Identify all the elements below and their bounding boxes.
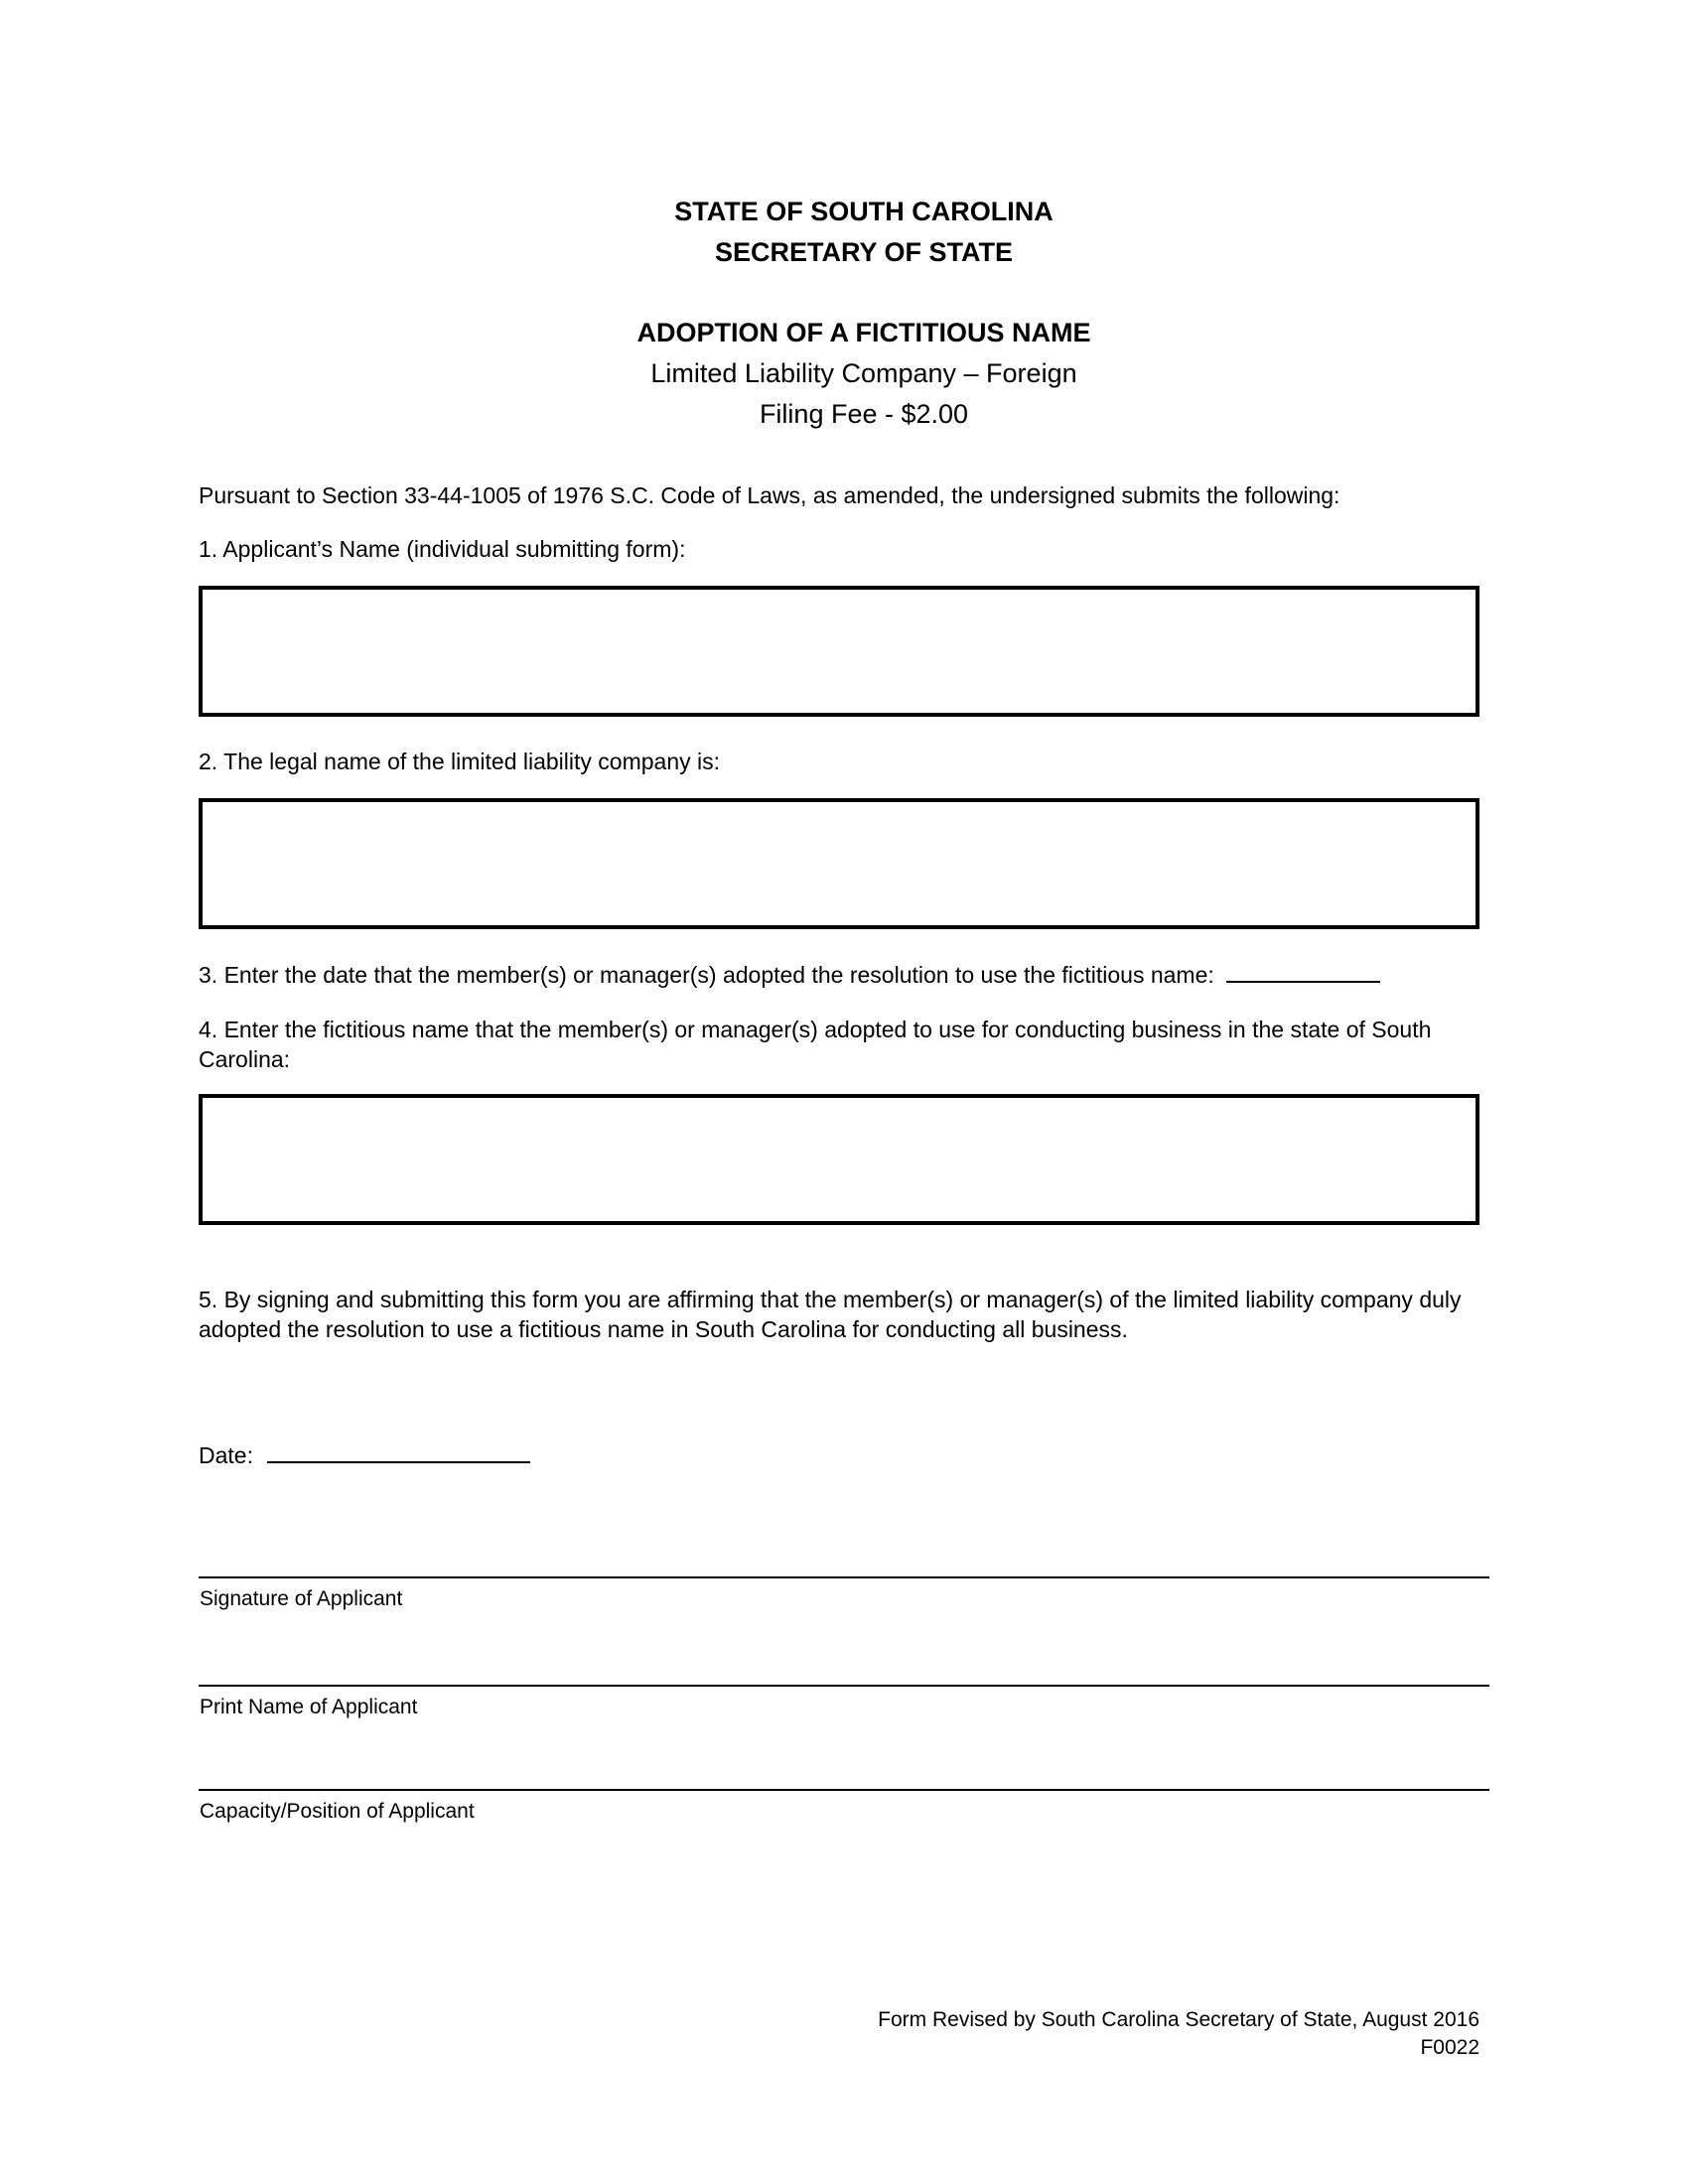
capacity-label: Capacity/Position of Applicant xyxy=(200,1800,475,1823)
form-title: ADOPTION OF A FICTITIOUS NAME xyxy=(636,318,1091,347)
item-2-label: 2. The legal name of the limited liability company is: xyxy=(199,749,721,774)
footer xyxy=(878,2006,1479,2062)
item-4-label: 4. Enter the fictitious name that the member(s) or manager(s) adopted to use for conducting business in the state of South Carolina: xyxy=(199,1017,1432,1072)
llc-legal-name-field[interactable] xyxy=(199,798,1479,929)
fictitious-name-field[interactable] xyxy=(199,1094,1479,1225)
applicant-name-field[interactable] xyxy=(199,586,1479,717)
date-field[interactable] xyxy=(267,1441,530,1463)
signature-label: Signature of Applicant xyxy=(200,1587,403,1610)
resolution-date-field[interactable] xyxy=(1226,961,1380,983)
print-name-line[interactable] xyxy=(199,1685,1489,1687)
footer-revision: Form Revised by South Carolina Secretary of State, August 2016 xyxy=(878,2008,1479,2031)
footer-form-number: F0022 xyxy=(1420,2036,1479,2059)
signature-line[interactable] xyxy=(199,1576,1489,1578)
filing-fee: Filing Fee - $2.00 xyxy=(759,399,969,429)
date-row xyxy=(199,1440,530,1470)
item-5-affirmation: 5. By signing and submitting this form you are affirming that the member(s) or manager(s) of the limited liability company duly adopted the resolution to use a fictitious name in South Carolina for conducting all business. xyxy=(199,1287,1462,1342)
entity-type: Limited Liability Company – Foreign xyxy=(650,358,1077,388)
capacity-line[interactable] xyxy=(199,1789,1489,1791)
intro-text: Pursuant to Section 33-44-1005 of 1976 S.C. Code of Laws, as amended, the undersigned submits the following: xyxy=(199,482,1340,508)
item-1-label: 1. Applicant’s Name (individual submitting form): xyxy=(199,536,686,562)
item-3-row xyxy=(199,960,1380,990)
header-office: SECRETARY OF STATE xyxy=(714,237,1014,267)
header-state: STATE OF SOUTH CAROLINA xyxy=(674,197,1054,226)
print-name-label: Print Name of Applicant xyxy=(200,1696,418,1718)
item-3-label: 3. Enter the date that the member(s) or manager(s) adopted the resolution to use the fictitious name: xyxy=(199,962,1214,988)
date-label: Date: xyxy=(199,1442,253,1468)
